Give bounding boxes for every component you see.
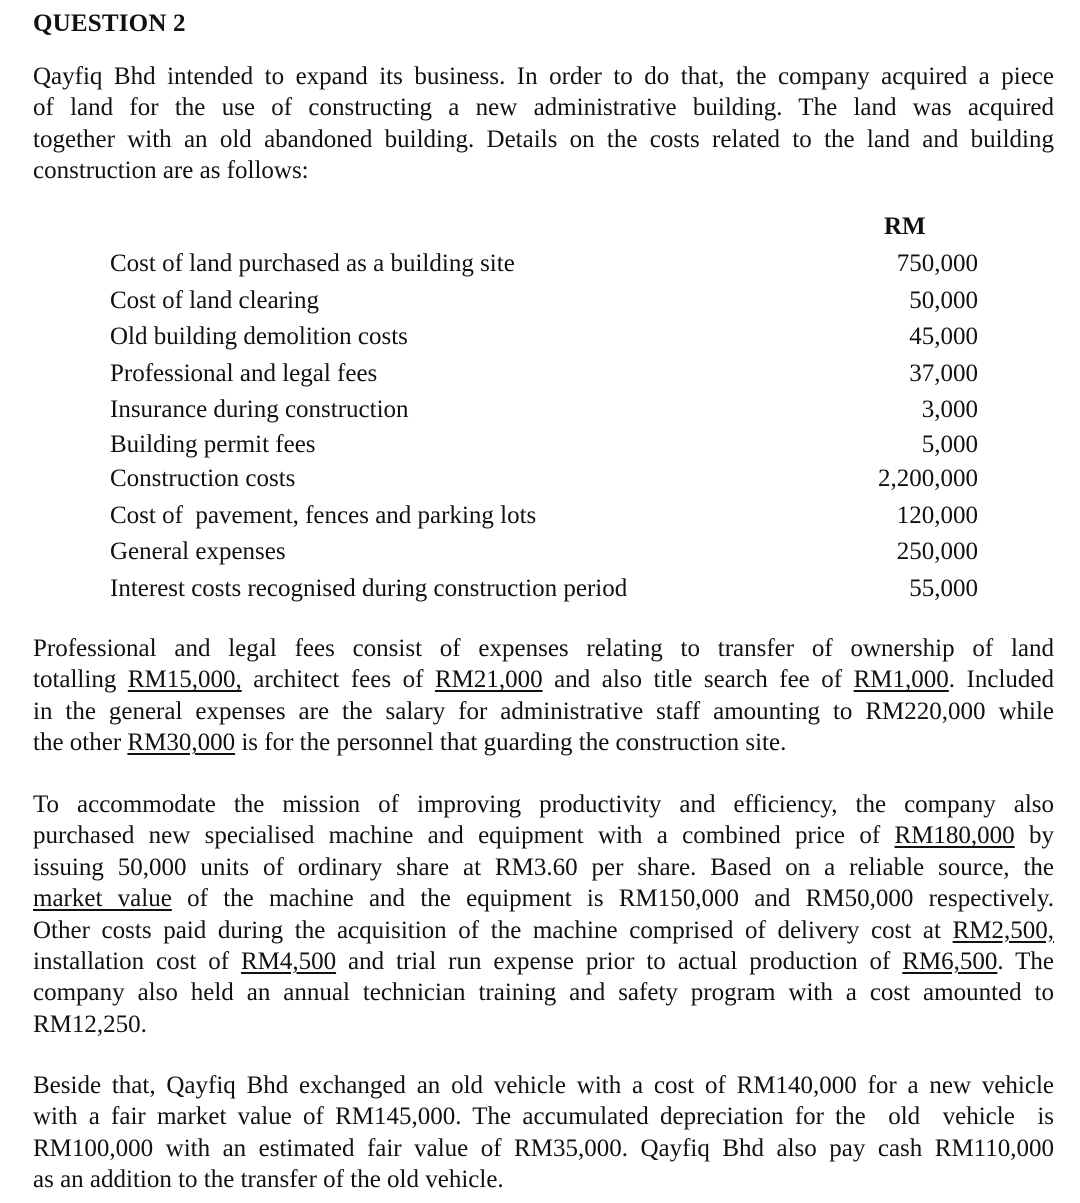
machine-line: purchased new specialised machine and equipment with a combined price of RM180,000 by	[33, 822, 1054, 850]
cost-row	[110, 287, 978, 321]
cost-row	[110, 323, 978, 357]
fees-line: Professional and legal fees consist of expenses relating to transfer of ownership of land	[33, 635, 1054, 662]
cost-amount: 120,000	[896, 502, 978, 529]
cost-amount: 55,000	[909, 575, 978, 602]
fees-line: totalling RM15,000, architect fees of RM21,000 and also title search fee of RM1,000. Included	[33, 666, 1055, 694]
intro-line: together with an old abandoned building. Details on the costs related to the land and building	[33, 125, 1054, 153]
underlined-amount: RM2,500,	[952, 916, 1054, 944]
underlined-amount: RM4,500	[240, 948, 337, 976]
machine-line: To accommodate the mission of improving productivity and efficiency, the company also	[33, 791, 1054, 818]
cost-row	[110, 360, 978, 394]
cost-amount: 250,000	[896, 538, 978, 565]
cost-row	[110, 250, 978, 284]
cost-row	[110, 396, 978, 430]
cost-row	[110, 538, 978, 572]
underlined-amount: RM15,000,	[127, 666, 242, 694]
cost-amount: 50,000	[909, 287, 978, 314]
underlined-term: market value	[33, 885, 172, 913]
fees-line: in the general expenses are the salary for administrative staff amounting to RM220,000 while	[33, 697, 1054, 725]
cost-description: Cost of land clearing	[110, 287, 319, 314]
cost-description: Professional and legal fees	[110, 360, 378, 387]
machine-line: Other costs paid during the acquisition of the machine comprised of delivery cost at RM2,500,	[33, 916, 1054, 944]
machine-line: installation cost of RM4,500 and trial run expense prior to actual production of RM6,500. The	[33, 948, 1054, 976]
vehicle-line: RM100,000 with an estimated fair value of RM35,000. Qayfiq Bhd also pay cash RM110,000	[33, 1134, 1054, 1162]
intro-paragraph	[33, 61, 1054, 187]
cost-row	[110, 465, 978, 499]
intro-line: of land for the use of constructing a new administrative building. The land was acquired	[33, 94, 1054, 122]
intro-line: Qayfiq Bhd intended to expand its business. In order to do that, the company acquired a piece	[33, 63, 1054, 90]
vehicle-line: as an addition to the transfer of the old vehicle.	[33, 1166, 504, 1194]
cost-amount: 3,000	[921, 396, 978, 423]
underlined-amount: RM21,000	[434, 666, 543, 694]
underlined-amount: RM1,000	[853, 666, 949, 694]
underlined-amount: RM30,000	[127, 729, 236, 757]
cost-description: Old building demolition costs	[110, 323, 408, 350]
cost-amount: 37,000	[909, 360, 978, 387]
cost-description: Cost of land purchased as a building site	[110, 250, 515, 277]
cost-row	[110, 431, 978, 465]
cost-amount: 5,000	[921, 431, 978, 458]
cost-amount: 750,000	[896, 250, 978, 277]
cost-amount: 2,200,000	[878, 465, 978, 492]
machine-line: market value of the machine and the equipment is RM150,000 and RM50,000 respectively.	[33, 885, 1054, 913]
vehicle-paragraph	[33, 1070, 1054, 1196]
underlined-amount: RM180,000	[894, 822, 1015, 850]
cost-row	[110, 575, 978, 609]
cost-description: General expenses	[110, 538, 286, 565]
cost-row	[110, 502, 978, 536]
intro-line: construction are as follows:	[33, 157, 309, 185]
vehicle-line: with a fair market value of RM145,000. The accumulated depreciation for the old vehicle is	[33, 1103, 1054, 1131]
vehicle-line: Beside that, Qayfiq Bhd exchanged an old vehicle with a cost of RM140,000 for a new vehicle	[33, 1072, 1054, 1099]
underlined-amount: RM6,500	[902, 948, 998, 976]
machine-line: issuing 50,000 units of ordinary share at RM3.60 per share. Based on a reliable source, the	[33, 853, 1054, 881]
fees-line: the other RM30,000 is for the personnel that guarding the construction site.	[33, 729, 787, 757]
question-title: QUESTION 2	[33, 10, 186, 37]
fees-paragraph	[33, 633, 1054, 759]
machine-paragraph	[33, 789, 1054, 1040]
machine-line: RM12,250.	[33, 1010, 147, 1038]
machine-line: company also held an annual technician training and safety program with a cost amounted to	[33, 979, 1054, 1007]
cost-amount: 45,000	[909, 323, 978, 350]
cost-description: Building permit fees	[110, 431, 316, 458]
cost-description: Cost of pavement, fences and parking lots	[110, 502, 537, 529]
cost-description: Insurance during construction	[110, 396, 409, 423]
cost-description: Construction costs	[110, 465, 296, 492]
currency-column-header: RM	[884, 213, 926, 240]
cost-description: Interest costs recognised during construction period	[110, 575, 628, 602]
